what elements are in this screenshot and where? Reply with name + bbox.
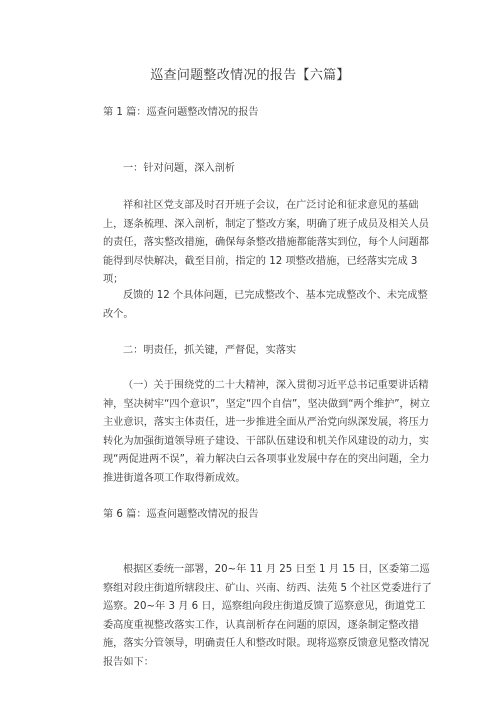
paragraph-3: （一）关于围绕党的二十大精神，深入贯彻习近平总书记重要讲话精神，坚决树牢“四个意识”，坚定“四个自信”，坚决做到“两个维护”，树立主业意识，落实主体责任，进一步推进全面从严治党向纵深发展，将压力转化为加强街道领导班子建设、干部队伍建设和机关作风建设的动力，实现“两促进两不误”，着力解决白云各项事业发展中存在的突出问题，全力推进街道各项工作取得新成效。 xyxy=(103,380,431,484)
part-1-heading: 第 1 篇：巡查问题整改情况的报告 xyxy=(103,107,259,118)
paragraph-1: 祥和社区党支部及时召开班子会议，在广泛讨论和征求意见的基础上，逐条梳理、深入剖析，制定了整改方案，明确了班子成员及相关人员的责任，落实整改措施，确保每条整改措施都能落实到位，每个人问题都能得到尽快解决，截至目前，指定的 12 项整改措施，已经落实完成 3 项； xyxy=(103,200,429,286)
document-title: 巡查问题整改情况的报告【六篇】 xyxy=(150,68,350,83)
section-2-heading: 二：明责任，抓关键，严督促，实落实 xyxy=(123,345,297,356)
section-1-heading: 一：针对问题，深入剖析 xyxy=(123,163,236,174)
paragraph-4: 根据区委统一部署，20~年 11 月 25 日至 1 月 15 日，区委第二巡察组对段庄街道所辖段庄、矿山、兴南、纺西、法苑 5 个社区党委进行了巡察。20~年 3 月 6 日，巡察组向段庄街道反馈了巡察意见，街道党工委高度重视整改落实工作，认真剖析存在问题的原因，逐条制定整改措施，落实分管领导，明确责任人和整改时限。现将巡察反馈意见整改情况报告如下： xyxy=(103,564,432,668)
paragraph-2: 反馈的 12 个具体问题，已完成整改个、基本完成整改个、未完成整改个。 xyxy=(103,290,428,320)
part-6-heading: 第 6 篇：巡查问题整改情况的报告 xyxy=(103,509,259,520)
